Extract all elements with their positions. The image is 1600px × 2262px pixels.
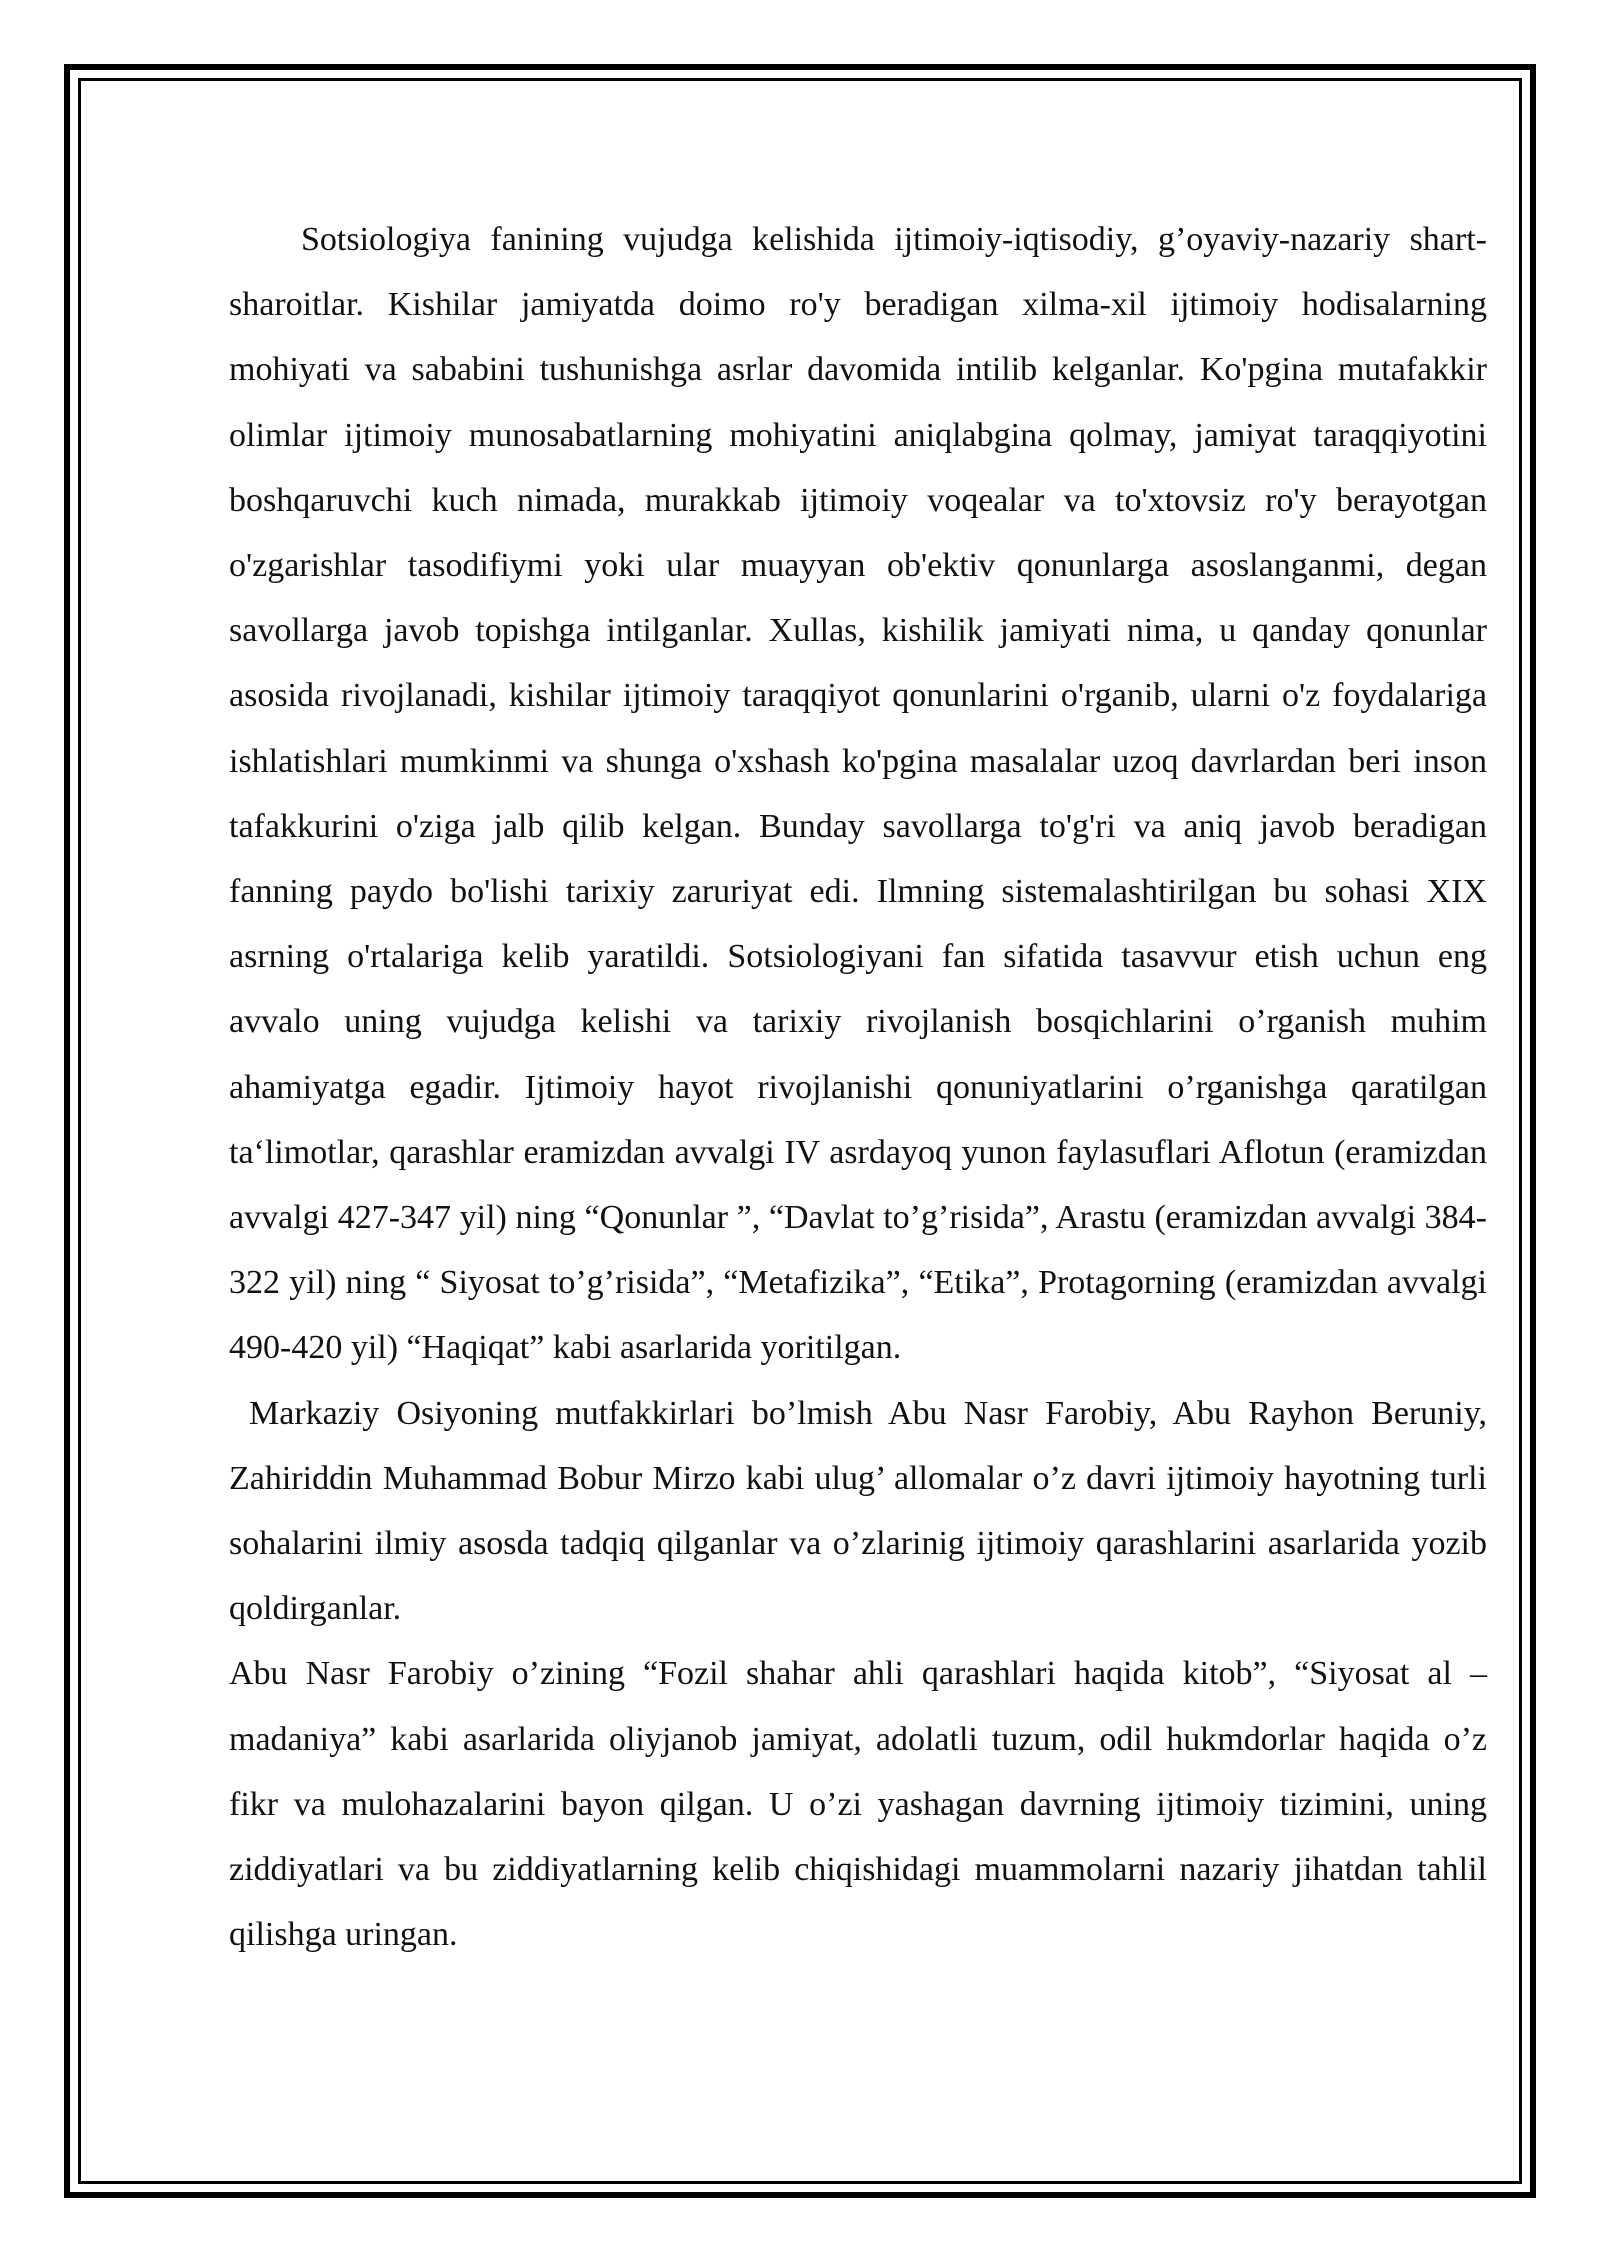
paragraph-3: Abu Nasr Farobiy o’zining “Fozil shahar ahli qarashlari haqida kitob”, “Siyosat al – madaniya” kabi asarlarida oliyjanob jamiyat, adolatli tuzum, odil hukmdorlar haqida o’z fikr va mulohazalarini bayon qilgan. U o’zi yashagan davrning ijtimoiy tizimini, uning ziddiyatlari va bu ziddiyatlarning kelib chiqishidagi muammolarni nazariy jihatdan tahlil qilishga uringan. xyxy=(229,1655,1487,1954)
paragraph-2: Markaziy Osiyoning mutfakkirlari bo’lmish Abu Nasr Farobiy, Abu Rayhon Beruniy, Zahiriddin Muhammad Bobur Mirzo kabi ulug’ allomalar o’z davri ijtimoiy hayotning turli sohalarini ilmiy asosda tadqiq qilganlar va o’zlarinig ijtimoiy qarashlarini asarlarida yozib qoldirganlar. xyxy=(229,1394,1487,1628)
document-body xyxy=(229,207,1487,1967)
paragraph-1: Sotsiologiya fanining vujudga kelishida ijtimoiy-iqtisodiy, g’oyaviy-nazariy shart-sharoitlar. Kishilar jamiyatda doimo ro'y beradigan xilma-xil ijtimoiy hodisalarning mohiyati va sababini tushunishga asrlar davomida intilib kelganlar. Ko'pgina mutafakkir olimlar ijtimoiy munosabatlarning mohiyatini aniqlabgina qolmay, jamiyat taraqqiyotini boshqaruvchi kuch nimada, murakkab ijtimoiy voqealar va to'xtovsiz ro'y berayotgan o'zgarishlar tasodifiymi yoki ular muayyan ob'ektiv qonunlarga asoslanganmi, degan savollarga javob topishga intilganlar. Xullas, kishilik jamiyati nima, u qanday qonunlar asosida rivojlanadi, kishilar ijtimoiy taraqqiyot qonunlarini o'rganib, ularni o'z foydalariga ishlatishlari mumkinmi va shunga o'xshash ko'pgina masalalar uzoq davrlardan beri inson tafakkurini o'ziga jalb qilib kelgan. Bunday savollarga to'g'ri va aniq javob beradigan fanning paydo bo'lishi tarixiy zaruriyat edi. Ilmning sistemalashtirilgan bu sohasi XIX asrning o'rtalariga kelib yaratildi. Sotsiologiyani fan sifatida tasavvur etish uchun eng avvalo uning vujudga kelishi va tarixiy rivojlanish bosqichlarini o’rganish muhim ahamiyatga egadir. Ijtimoiy hayot rivojlanishi qonuniyatlarini o’rganishga qaratilgan ta‘limotlar, qarashlar eramizdan avvalgi IV asrdayoq yunon faylasuflari Aflotun (eramizdan avvalgi 427-347 yil) ning “Qonunlar ”, “Davlat to’g’risida”, Arastu (eramizdan avvalgi 384-322 yil) ning “ Siyosat to’g’risida”, “Metafizika”, “Etika”, Protagorning (eramizdan avvalgi 490-420 yil) “Haqiqat” kabi asarlarida yoritilgan. xyxy=(229,221,1487,1367)
